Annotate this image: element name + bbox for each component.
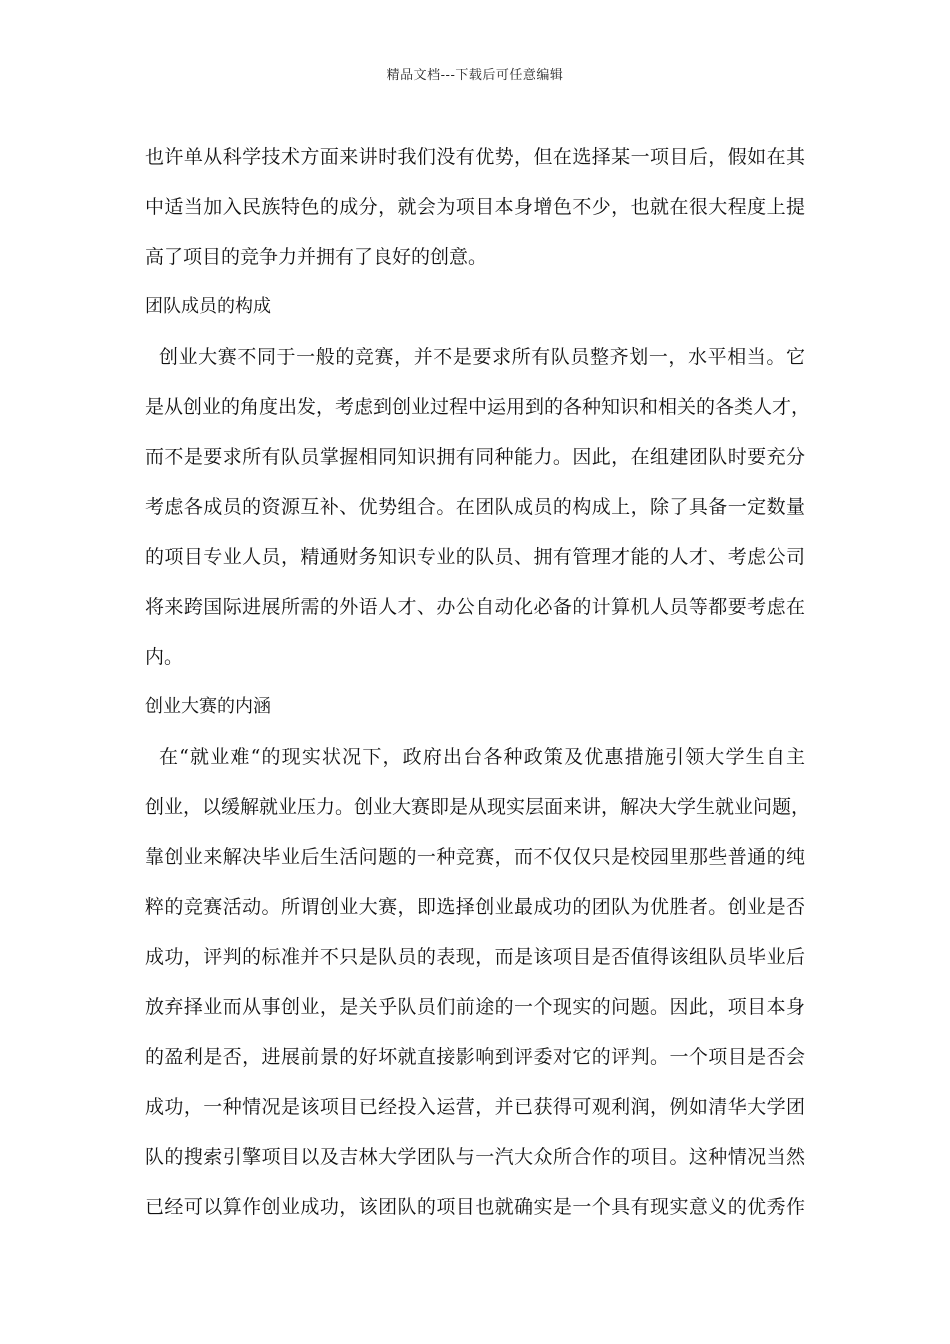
section-heading-competition-meaning: 创业大赛的内涵 — [145, 696, 271, 717]
document-body — [145, 132, 811, 1232]
text-line-1: 也许单从科学技术方面来讲时我们没有优势，但在选择某一项目后，假如在其 — [145, 146, 805, 168]
text-line-22: 已经可以算作创业成功，该团队的项目也就确实是一个具有现实意义的优秀作 — [145, 1196, 805, 1218]
text-line-20: 成功，一种情况是该项目已经投入运营，并已获得可观利润，例如清华大学团 — [145, 1096, 805, 1118]
text-line-14: 创业，以缓解就业压力。创业大赛即是从现实层面来讲，解决大学生就业问题， — [145, 796, 811, 818]
page-header: 精品文档---下载后可任意编辑 — [386, 68, 564, 83]
section-heading-team-composition: 团队成员的构成 — [145, 296, 271, 317]
text-line-6: 是从创业的角度出发，考虑到创业过程中运用到的各种知识和相关的各类人才， — [145, 396, 811, 418]
text-line-18: 放弃择业而从事创业，是关乎队员们前途的一个现实的问题。因此，项目本身 — [145, 996, 805, 1018]
text-line-8: 考虑各成员的资源互补、优势组合。在团队成员的构成上，除了具备一定数量 — [145, 496, 805, 518]
text-line-16: 粹的竞赛活动。所谓创业大赛，即选择创业最成功的团队为优胜者。创业是否 — [145, 896, 805, 918]
text-line-9: 的项目专业人员，精通财务知识专业的队员、拥有管理才能的人才、考虑公司 — [145, 546, 805, 568]
text-line-19: 的盈利是否，进展前景的好坏就直接影响到评委对它的评判。一个项目是否会 — [145, 1046, 805, 1068]
text-line-2: 中适当加入民族特色的成分，就会为项目本身增色不少，也就在很大程度上提 — [145, 196, 805, 218]
text-line-5: 创业大赛不同于一般的竞赛，并不是要求所有队员整齐划一，水平相当。它 — [159, 346, 805, 368]
text-line-10: 将来跨国际进展所需的外语人才、办公自动化必备的计算机人员等都要考虑在 — [145, 596, 805, 618]
text-line-7: 而不是要求所有队员掌握相同知识拥有同种能力。因此，在组建团队时要充分 — [145, 446, 805, 468]
text-line-21: 队的搜索引擎项目以及吉林大学团队与一汽大众所合作的项目。这种情况当然 — [145, 1146, 805, 1168]
text-line-11: 内。 — [145, 646, 184, 668]
text-line-17: 成功，评判的标准并不只是队员的表现，而是该项目是否值得该组队员毕业后 — [145, 946, 805, 968]
text-line-15: 靠创业来解决毕业后生活问题的一种竞赛，而不仅仅只是校园里那些普通的纯 — [145, 846, 805, 868]
text-line-13: 在“就业难“的现实状况下，政府出台各种政策及优惠措施引领大学生自主 — [159, 746, 805, 768]
text-line-3: 高了项目的竞争力并拥有了良好的创意。 — [145, 246, 488, 268]
